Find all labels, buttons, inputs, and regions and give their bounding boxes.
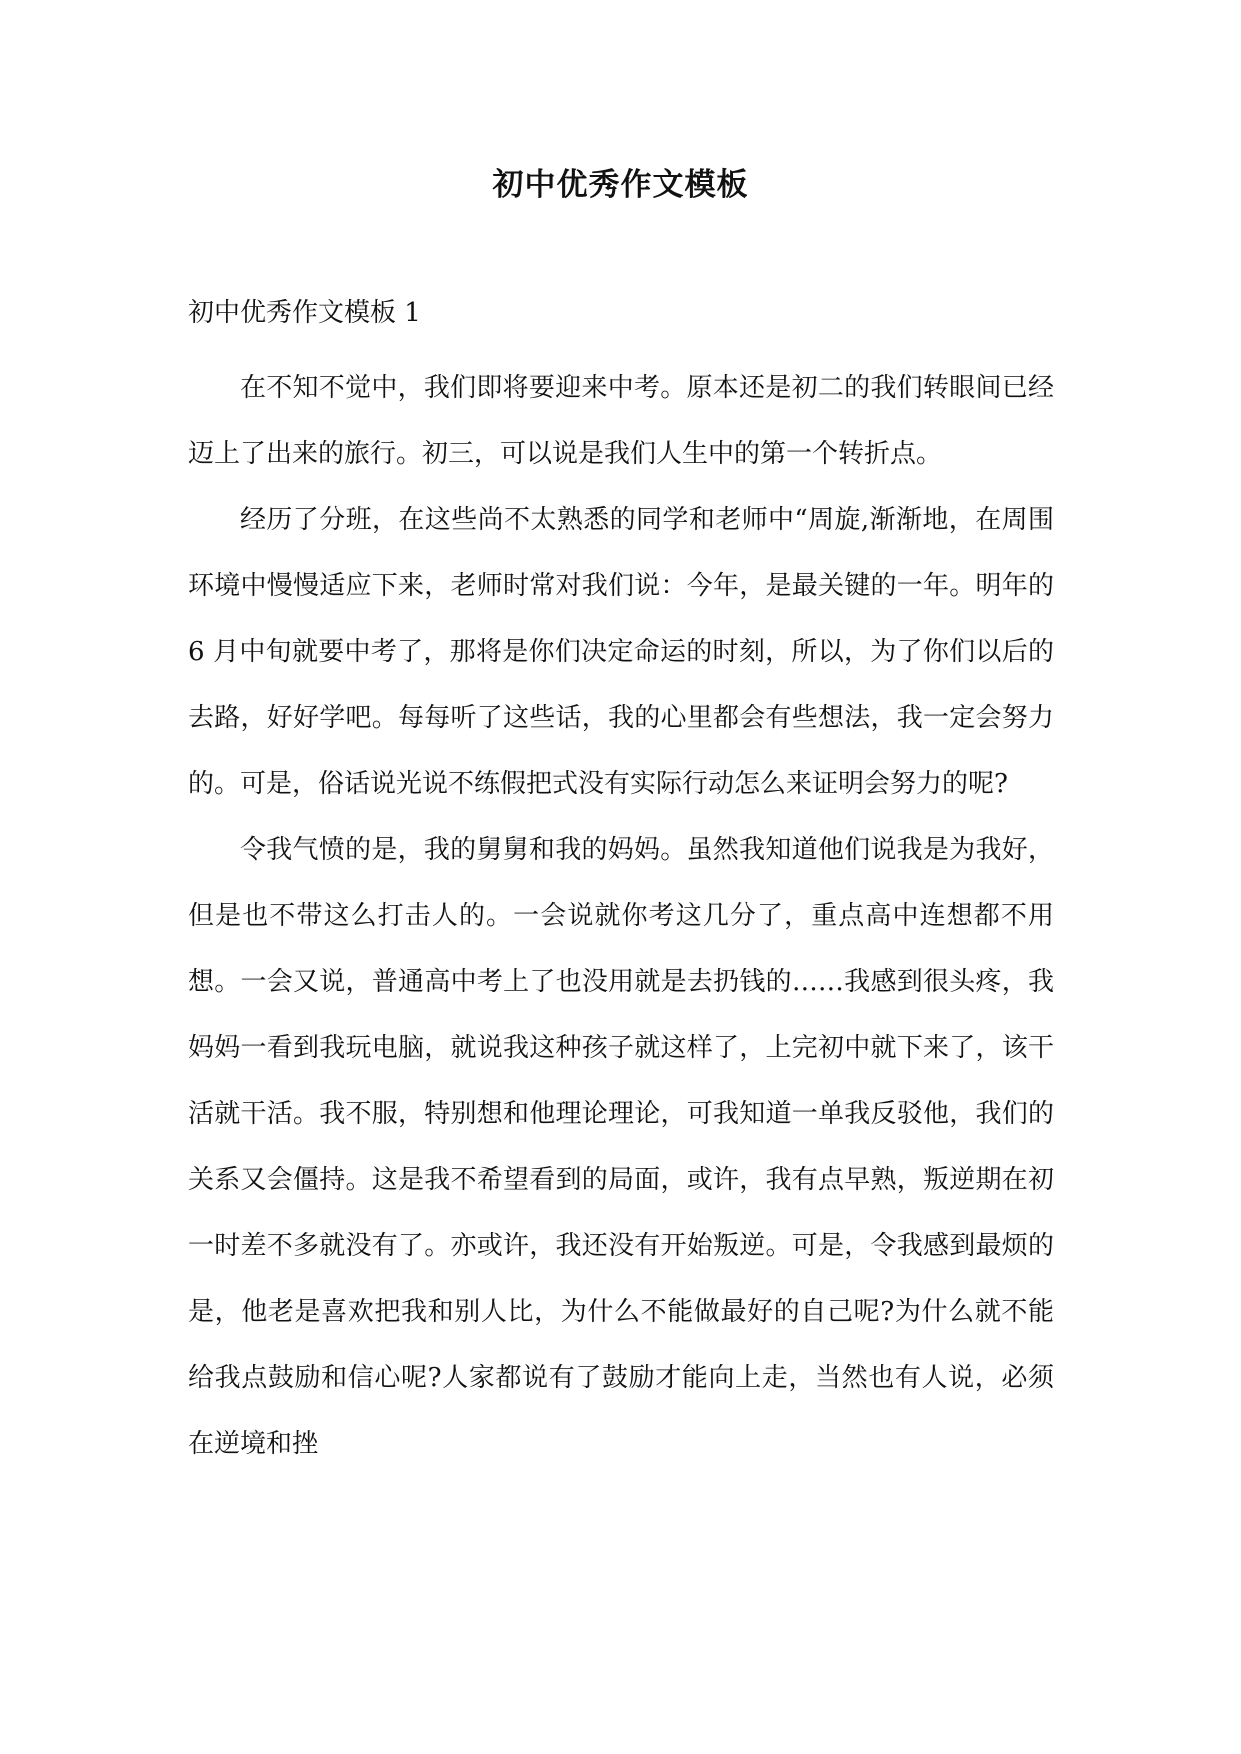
essay-body: [188, 355, 1054, 1477]
paragraph-1: 在不知不觉中，我们即将要迎来中考。原本还是初二的我们转眼间已经迈上了出来的旅行。初三，可以说是我们人生中的第一个转折点。: [188, 373, 1054, 469]
paragraph-2: 经历了分班，在这些尚不太熟悉的同学和老师中“周旋,渐渐地，在周围环境中慢慢适应下来，老师时常对我们说：今年，是最关键的一年。明年的 6 月中旬就要中考了，那将是你们决定命运的时刻，所以，为了你们以后的去路，好好学吧。每每听了这些话，我的心里都会有些想法，我一定会努力的。可是，俗话说光说不练假把式没有实际行动怎么来证明会努力的呢?: [188, 505, 1054, 799]
page-title: 初中优秀作文模板: [492, 167, 749, 203]
section-heading: 初中优秀作文模板 1: [188, 298, 421, 328]
paragraph-3: 令我气愤的是，我的舅舅和我的妈妈。虽然我知道他们说我是为我好，但是也不带这么打击人的。一会说就你考这几分了，重点高中连想都不用想。一会又说，普通高中考上了也没用就是去扔钱的……我感到很头疼，我妈妈一看到我玩电脑，就说我这种孩子就这样了，上完初中就下来了，该干活就干活。我不服，特别想和他理论理论，可我知道一单我反驳他，我们的关系又会僵持。这是我不希望看到的局面，或许，我有点早熟，叛逆期在初一时差不多就没有了。亦或许，我还没有开始叛逆。可是，令我感到最烦的是，他老是喜欢把我和别人比，为什么不能做最好的自己呢?为什么就不能给我点鼓励和信心呢?人家都说有了鼓励才能向上走，当然也有人说，必须在逆境和挫: [188, 835, 1054, 1459]
